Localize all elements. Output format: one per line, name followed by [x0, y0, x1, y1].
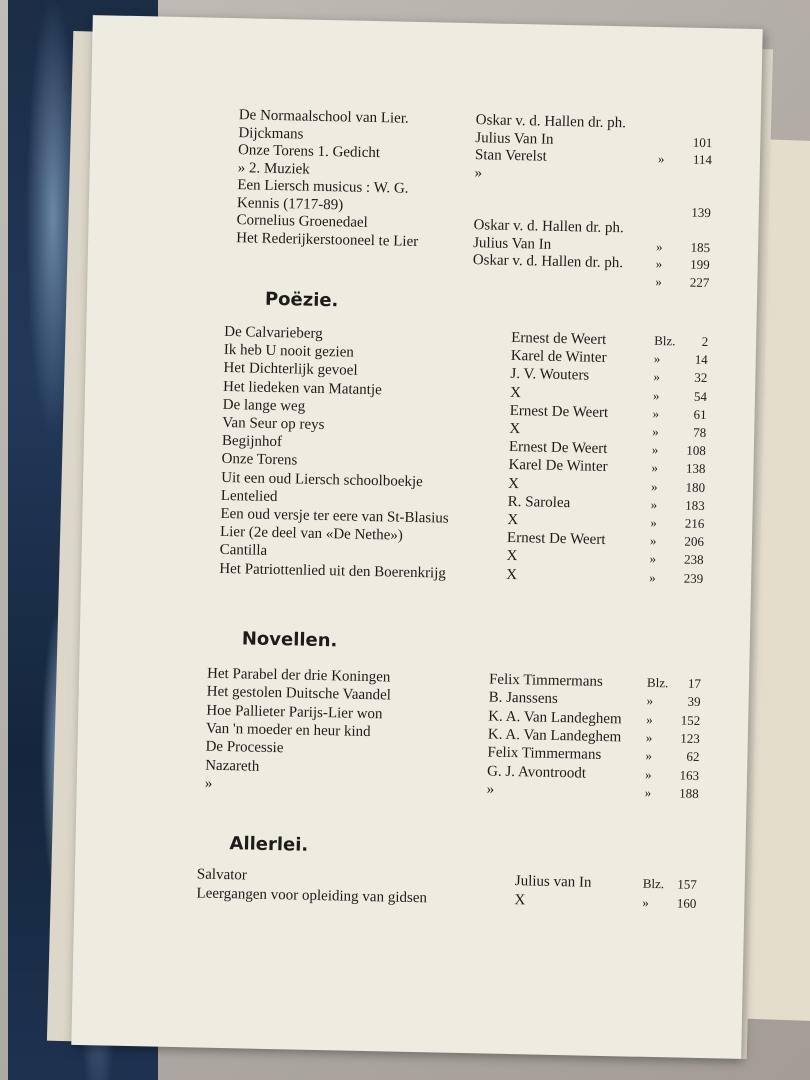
entry-author: Karel De Winter [508, 457, 608, 476]
entry-blz: » [649, 551, 657, 567]
entry-blz: » [644, 766, 652, 782]
entry-page [681, 115, 713, 116]
entry-blz: » [649, 533, 657, 549]
entry-title: De Processie [205, 738, 284, 757]
entry-title: Onze Torens [221, 451, 298, 469]
entry-blz: » [657, 150, 665, 167]
entry-author: Ernest De Weert [508, 439, 608, 458]
entry-author: J. V. Wouters [510, 366, 590, 384]
entry-title: Het Patriottenlied uit den Boerenkrijg [219, 560, 447, 582]
entry-title: De Normaalschool van Lier. [238, 107, 409, 127]
entry-title: De lange weg [222, 396, 306, 415]
allerlei-heading: Allerlei. [229, 833, 309, 856]
entry-page: 227 [689, 274, 710, 290]
entry-author: X [507, 511, 519, 529]
entry-blz: » [646, 711, 653, 727]
entry-blz: » [652, 405, 660, 421]
entry-title: Nazareth [205, 757, 260, 775]
entry-title: Van 'n moeder en heur kind [205, 720, 371, 740]
entry-title: Ik heb U nooit gezien [223, 342, 354, 361]
entry-author: X [507, 475, 520, 492]
entry-title: Begijnhof [221, 433, 283, 451]
entry-page: 114 [692, 151, 713, 168]
entry-page: 2 [701, 333, 709, 350]
entry-blz: » [642, 894, 650, 910]
entry-page [680, 168, 712, 169]
entry-author: K. A. Van Landeghem [488, 708, 622, 727]
entry-author: B. Janssens [488, 689, 558, 708]
poezie-heading: Poëzie. [264, 288, 339, 312]
entry-title: Kennis (1717-89) [236, 194, 344, 213]
entry-blz: » [651, 460, 659, 476]
entry-blz: » [650, 496, 658, 512]
entry-title: Uit een oud Liersch schoolboekje [221, 469, 423, 490]
entry-title: Hoe Pallieter Parijs-Lier won [206, 702, 383, 722]
entry-title: Een oud versje ter eere van St-Blasius [220, 505, 449, 527]
entry-blz: » [651, 442, 659, 458]
entry-author: » [486, 781, 495, 798]
entry-page: 238 [683, 551, 704, 568]
entry-page: 123 [680, 730, 701, 746]
entry-title: Cantilla [219, 542, 268, 560]
entry-author: Oskar v. d. Hallen dr. ph. [473, 217, 624, 237]
entry-title: Onze Torens 1. Gedicht [237, 142, 381, 162]
entry-author: K. A. Van Landeghem [487, 726, 622, 746]
entry-author: Oskar v. d. Hallen dr. ph. [472, 252, 624, 272]
entry-page: 183 [685, 497, 705, 513]
toc-content [71, 15, 762, 1059]
entry-page: 62 [686, 748, 700, 765]
entry-title: Salvator [196, 866, 248, 884]
entry-blz: » [649, 569, 656, 585]
entry-author: X [509, 420, 521, 438]
entry-title: Dijckmans [238, 124, 304, 143]
entry-blz: » [645, 748, 653, 764]
entry-blz: Blz. [646, 674, 669, 691]
entry-page: 216 [684, 515, 705, 532]
entry-page: 206 [684, 533, 705, 550]
entry-blz: » [655, 255, 663, 272]
entry-page: 138 [685, 461, 706, 477]
entry-blz: » [655, 238, 663, 254]
entry-title: Leergangen voor opleiding van gidsen [196, 885, 428, 907]
entry-author: Ernest De Weert [509, 402, 609, 421]
entry-author: Julius Van In [473, 234, 552, 253]
entry-title: Het Dichterlijk gevoel [223, 360, 358, 380]
entry-page: 101 [692, 134, 713, 150]
entry-page: 157 [677, 876, 697, 892]
entry-author: Julius van In [514, 873, 592, 891]
entry-author: Stan Verelst [474, 147, 547, 165]
entry-author: Julius Van In [475, 129, 554, 148]
entry-blz: Blz. [654, 332, 676, 349]
entry-author: Felix Timmermans [487, 744, 602, 764]
entry-title: Lentelied [220, 487, 278, 505]
entry-page: 188 [679, 785, 699, 801]
entry-title: Lier (2e deel van «De Nethe») [219, 524, 404, 544]
entry-author: X [506, 548, 518, 565]
entry-title: Van Seur op reys [222, 414, 325, 434]
entry-blz: » [652, 387, 660, 403]
entry-blz: » [646, 693, 654, 709]
entry-author: Karel de Winter [510, 348, 607, 367]
entry-title: Een Liersch musicus : W. G. [237, 177, 409, 197]
entry-author: X [514, 892, 526, 909]
entry-title: Het liedeken van Matantje [222, 378, 382, 398]
entry-page: 14 [694, 351, 708, 368]
entry-page: 78 [693, 424, 707, 441]
entry-page: 54 [693, 388, 708, 404]
entry-author: Felix Timmermans [488, 671, 603, 690]
entry-author: Ernest de Weert [511, 329, 607, 348]
entry-title: Het Parabel der drie Koningen [206, 665, 391, 686]
entry-author: » [474, 164, 483, 181]
novellen-heading: Novellen. [241, 628, 338, 652]
entry-blz: » [655, 273, 663, 289]
entry-page [679, 185, 711, 186]
entry-author: X [509, 384, 522, 401]
entry-blz: » [652, 423, 659, 440]
entry-title: Het Rederijkerstooneel te Lier [236, 229, 419, 250]
entry-page: 199 [690, 256, 710, 273]
entry-title: Cornelius Groenedael [236, 212, 368, 231]
entry-blz: » [653, 369, 661, 385]
entry-page: 163 [679, 767, 700, 783]
entry-page: 108 [686, 442, 707, 459]
entry-title: » 2. Muziek [237, 159, 310, 178]
entry-page: 139 [691, 204, 712, 220]
entry-author: Oskar v. d. Hallen dr. ph. [475, 112, 627, 132]
entry-blz: » [653, 351, 661, 367]
entry-page: 17 [687, 675, 702, 691]
entry-page: 61 [693, 406, 707, 422]
entry-page: 180 [685, 479, 706, 495]
entry-page: 39 [687, 694, 701, 710]
entry-page: 152 [680, 712, 701, 728]
entry-page [679, 220, 711, 221]
entry-blz: » [645, 729, 653, 745]
entry-author: Ernest De Weert [506, 530, 606, 549]
entry-blz: » [650, 514, 658, 531]
entry-title: Het gestolen Duitsche Vaandel [206, 683, 392, 704]
toc-page [71, 15, 762, 1059]
entry-blz: Blz. [642, 875, 665, 892]
entry-author: X [506, 566, 518, 583]
entry-page: 32 [694, 370, 708, 386]
entry-title: De Calvarieberg [224, 323, 323, 342]
entry-page: 160 [676, 895, 697, 911]
entry-page: 185 [690, 239, 711, 255]
entry-author: G. J. Avontroodt [486, 763, 587, 782]
entry-blz: » [644, 784, 652, 800]
entry-author: R. Sarolea [507, 493, 571, 511]
entry-title: » [204, 775, 213, 792]
entry-page: 239 [683, 570, 704, 586]
entry-blz: » [650, 478, 658, 494]
